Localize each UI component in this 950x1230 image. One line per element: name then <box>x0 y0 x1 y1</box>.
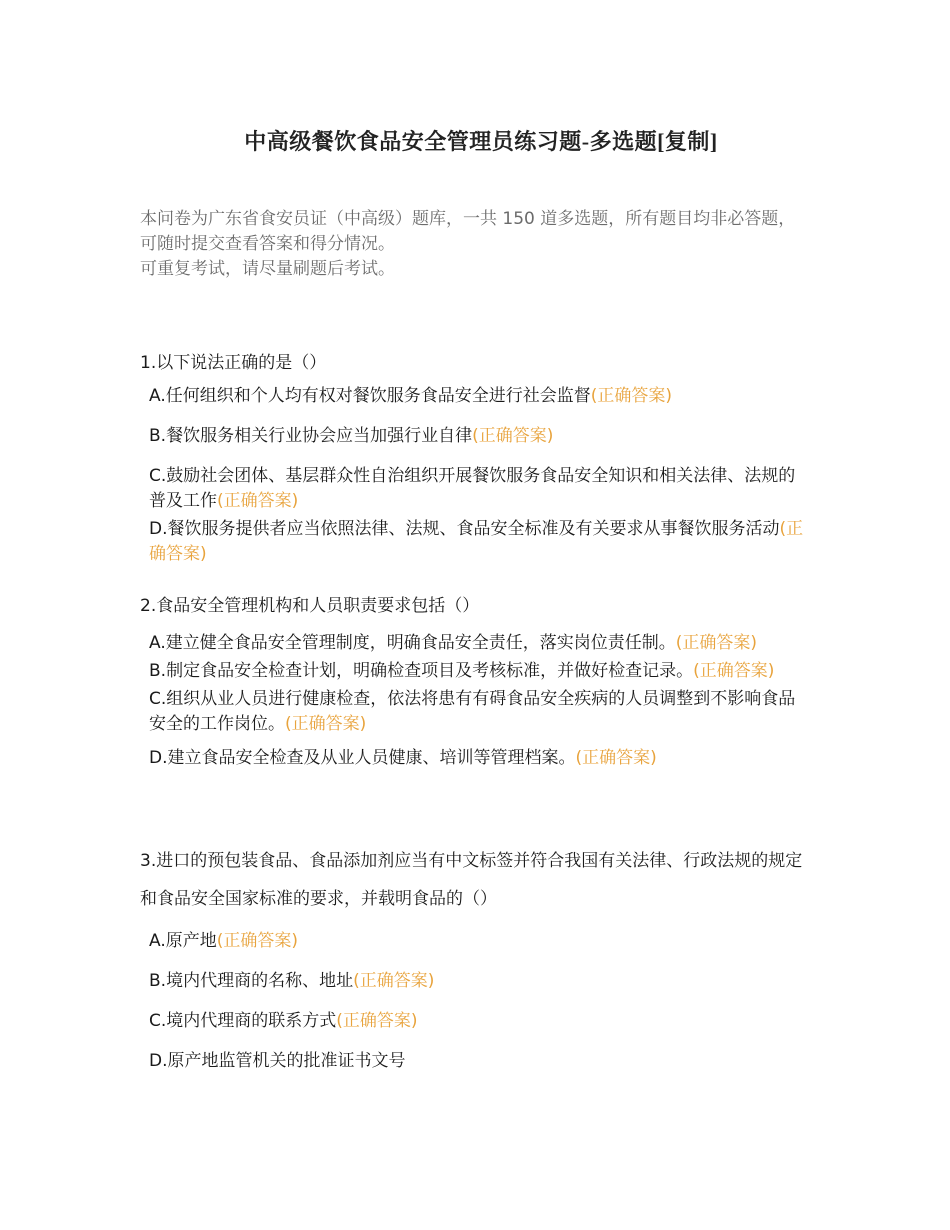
option-c <box>149 687 812 737</box>
option-text: D.餐饮服务提供者应当依照法律、法规、食品安全标准及有关要求从事餐饮服务活动 <box>149 519 780 539</box>
question-title: 1.以下说法正确的是（） <box>140 353 327 373</box>
option-b <box>149 659 812 684</box>
question-title: 3.进口的预包装食品、食品添加剂应当有中文标签并符合我国有关法律、行政法规的规定和食品安全国家标准的要求，并载明食品的（） <box>140 851 803 909</box>
question-1 <box>140 345 812 567</box>
option-text: A.任何组织和个人均有权对餐饮服务食品安全进行社会监督 <box>149 386 591 406</box>
option-d <box>149 746 812 771</box>
option-b <box>149 424 812 449</box>
correct-answer-tag: (正确答案) <box>149 519 804 564</box>
option-d <box>149 517 812 567</box>
correct-answer-tag: (正确答案) <box>693 661 775 681</box>
option-text: A.建立健全食品安全管理制度，明确食品安全责任，落实岗位责任制。 <box>149 633 676 653</box>
option-text: B.制定食品安全检查计划，明确检查项目及考核标准，并做好检查记录。 <box>149 661 694 681</box>
option-c <box>149 1009 812 1034</box>
correct-answer-tag: (正确答案) <box>217 491 299 511</box>
option-b <box>149 969 812 994</box>
question-2 <box>140 588 812 771</box>
option-c <box>149 464 812 514</box>
option-a <box>149 631 812 656</box>
option-text: C.鼓励社会团体、基层群众性自治组织开展餐饮服务食品安全知识和相关法律、法规的普及工作 <box>149 466 796 511</box>
correct-answer-tag: (正确答案) <box>353 971 435 991</box>
option-text: C.境内代理商的联系方式 <box>149 1011 337 1031</box>
option-text: B.餐饮服务相关行业协会应当加强行业自律 <box>149 426 473 446</box>
intro-line: 可重复考试，请尽量刷题后考试。 <box>140 259 395 279</box>
correct-answer-tag: (正确答案) <box>285 714 367 734</box>
intro-line: 本问卷为广东省食安员证（中高级）题库，一共 150 道多选题，所有题目均非必答题，可随时提交查看答案和得分情况。 <box>140 209 796 254</box>
intro-text <box>140 207 812 282</box>
option-d <box>149 1049 812 1074</box>
correct-answer-tag: (正确答案) <box>472 426 554 446</box>
option-a <box>149 929 812 954</box>
option-text: C.组织从业人员进行健康检查，依法将患有有碍食品安全疾病的人员调整到不影响食品安全的工作岗位。 <box>149 689 796 734</box>
page-title: 中高级餐饮食品安全管理员练习题-多选题[复制] <box>244 128 718 154</box>
option-text: A.原产地 <box>149 931 217 951</box>
option-text: D.建立食品安全检查及从业人员健康、培训等管理档案。 <box>149 748 576 768</box>
correct-answer-tag: (正确答案) <box>216 931 298 951</box>
correct-answer-tag: (正确答案) <box>590 386 672 406</box>
correct-answer-tag: (正确答案) <box>336 1011 418 1031</box>
question-title: 2.食品安全管理机构和人员职责要求包括（） <box>140 596 480 616</box>
correct-answer-tag: (正确答案) <box>675 633 757 653</box>
option-text: B.境内代理商的名称、地址 <box>149 971 354 991</box>
correct-answer-tag: (正确答案) <box>575 748 657 768</box>
option-text: D.原产地监管机关的批准证书文号 <box>149 1051 406 1071</box>
option-a <box>149 384 812 409</box>
question-3 <box>140 842 812 1074</box>
